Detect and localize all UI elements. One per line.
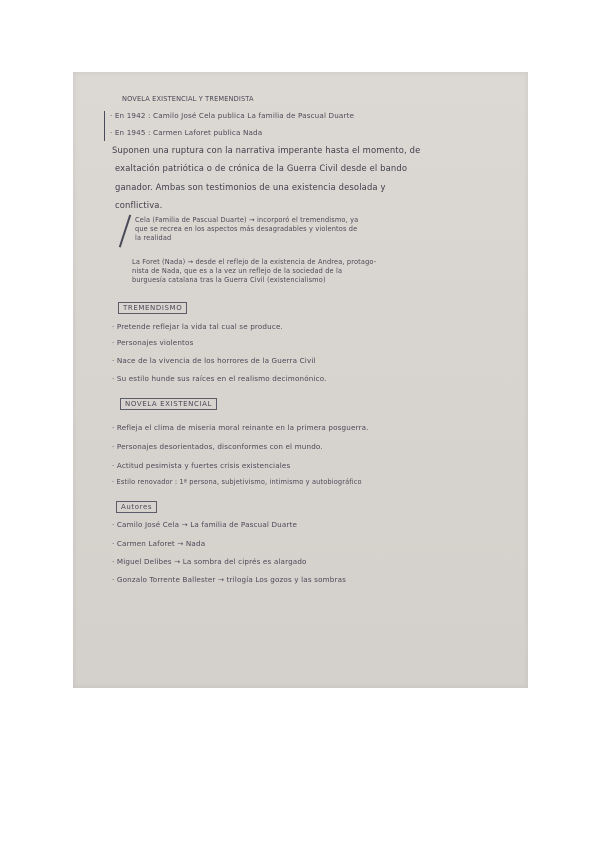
intro-line-1: · En 1942 : Camilo José Cela publica La familia de Pascual Duarte bbox=[110, 111, 355, 120]
existencial-item-4: · Estilo renovador : 1ª persona, subjetivismo, intimismo y autobiográfico bbox=[112, 478, 362, 486]
laforet-note-line-1: La Foret (Nada) → desde el reflejo de la existencia de Andrea, protago- bbox=[132, 258, 377, 266]
page-title: NOVELA EXISTENCIAL Y TREMENDISTA bbox=[122, 95, 254, 103]
tremendismo-item-4: · Su estilo hunde sus raíces en el realismo decimonónico. bbox=[112, 374, 327, 383]
paragraph-line-2: exaltación patriótica o de crónica de la Guerra Civil desde el bando bbox=[115, 163, 408, 173]
cela-note-line-1: Cela (Familia de Pascual Duarte) → incorporó el tremendismo, ya bbox=[135, 216, 359, 224]
tremendismo-item-2: · Personajes violentos bbox=[112, 338, 194, 347]
paragraph-line-4: conflictiva. bbox=[115, 200, 163, 210]
section-heading-novela-existencial: NOVELA EXISTENCIAL bbox=[120, 398, 217, 410]
autores-item-4: · Gonzalo Torrente Ballester → trilogía Los gozos y las sombras bbox=[112, 575, 347, 584]
section-heading-tremendismo: TREMENDISMO bbox=[118, 302, 187, 314]
tremendismo-item-3: · Nace de la vivencia de los horrores de la Guerra Civil bbox=[112, 356, 316, 365]
tremendismo-item-1: · Pretende reflejar la vida tal cual se produce. bbox=[112, 322, 283, 331]
laforet-note-line-2: nista de Nada, que es a la vez un reflejo de la sociedad de la bbox=[132, 267, 343, 275]
paragraph-line-1: Suponen una ruptura con la narrativa imperante hasta el momento, de bbox=[112, 145, 421, 155]
autores-item-1: · Camilo José Cela → La familia de Pascual Duarte bbox=[112, 520, 298, 529]
cela-note-line-2: que se recrea en los aspectos más desagradables y violentos de bbox=[135, 225, 358, 233]
existencial-item-2: · Personajes desorientados, disconformes con el mundo. bbox=[112, 442, 323, 451]
intro-bracket bbox=[104, 111, 105, 141]
existencial-item-3: · Actitud pesimista y fuertes crisis existenciales bbox=[112, 461, 291, 470]
cela-note-line-3: la realidad bbox=[135, 234, 172, 242]
section-heading-autores: Autores bbox=[116, 501, 157, 513]
paragraph-line-3: ganador. Ambas son testimonios de una existencia desolada y bbox=[115, 182, 386, 192]
autores-item-2: · Carmen Laforet → Nada bbox=[112, 539, 206, 548]
existencial-item-1: · Refleja el clima de miseria moral reinante en la primera posguerra. bbox=[112, 423, 369, 432]
laforet-note-line-3: burguesía catalana tras la Guerra Civil (existencialismo) bbox=[132, 276, 326, 284]
intro-line-2: · En 1945 : Carmen Laforet publica Nada bbox=[110, 128, 263, 137]
autores-item-3: · Miguel Delibes → La sombra del ciprés es alargado bbox=[112, 557, 307, 566]
